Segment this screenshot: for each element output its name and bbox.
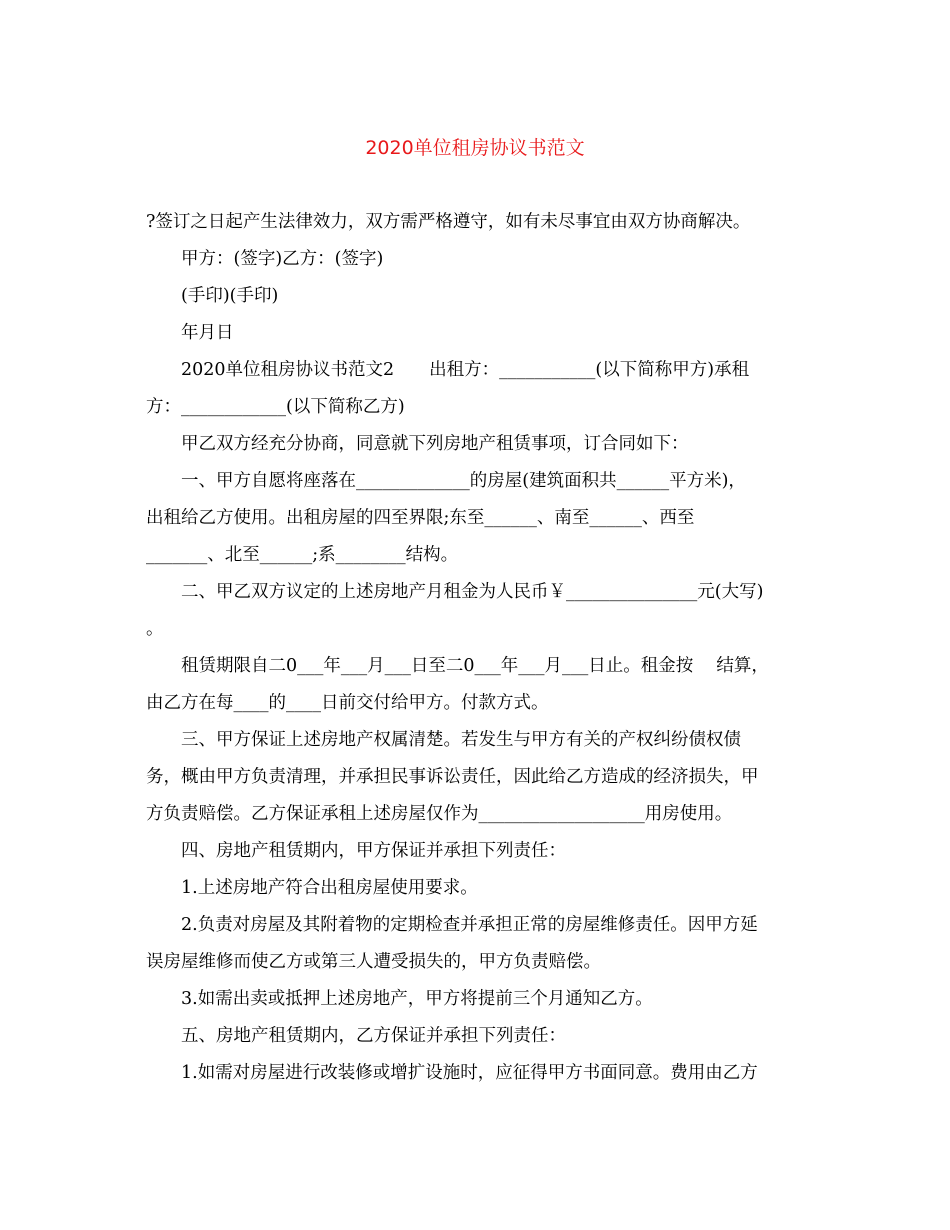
text-line: 。 — [146, 619, 164, 639]
text-line: 误房屋维修而使乙方或第三人遭受损失的，甲方负责赔偿。 — [146, 952, 601, 972]
text-line: 租赁期限自二0___年___月___日至二0___年___月___日止。租金按 结算， — [181, 656, 769, 676]
text-line: 3.如需出卖或抵押上述房地产，甲方将提前三个月通知乙方。 — [181, 989, 653, 1009]
text-line: 务，概由甲方负责清理，并承担民事诉讼责任，因此给乙方造成的经济损失，甲 — [146, 767, 759, 787]
text-line: 方负责赔偿。乙方保证承租上述房屋仅作为___________________用房使用。 — [146, 804, 733, 824]
text-line: _______、北至______;系________结构。 — [146, 545, 459, 565]
text-line: 三、甲方保证上述房地产权属清楚。若发生与甲方有关的产权纠纷债权债 — [181, 730, 741, 750]
document-body — [146, 204, 816, 1092]
text-line: 1.上述房地产符合出租房屋使用要求。 — [181, 878, 478, 898]
text-line: 2020单位租房协议书范文2 出租方：___________(以下简称甲方)承租 — [181, 360, 750, 380]
text-line: ?签订之日起产生法律效力，双方需严格遵守，如有未尽事宜由双方协商解决。 — [146, 212, 751, 232]
document-title: 2020单位租房协议书范文 — [365, 137, 585, 159]
text-line: 出租给乙方使用。出租房屋的四至界限;东至______、南至______、西至 — [146, 508, 695, 528]
text-line: 方：____________(以下简称乙方) — [146, 397, 405, 417]
text-line: 2.负责对房屋及其附着物的定期检查并承担正常的房屋维修责任。因甲方延 — [181, 915, 758, 935]
text-line: 五、房地产租赁期内，乙方保证并承担下列责任： — [181, 1026, 566, 1046]
text-line: 四、房地产租赁期内，甲方保证并承担下列责任： — [181, 841, 566, 861]
text-line: (手印)(手印) — [181, 286, 279, 306]
text-line: 甲乙双方经充分协商，同意就下列房地产租赁事项，订合同如下： — [181, 434, 689, 454]
text-line: 二、甲乙双方议定的上述房地产月租金为人民币￥_______________元(大写) — [181, 582, 764, 602]
text-line: 由乙方在每____的____日前交付给甲方。付款方式。 — [146, 693, 549, 713]
text-line: 年月日 — [181, 323, 234, 343]
text-line: 一、甲方自愿将座落在_____________的房屋(建筑面积共______平方米)， — [181, 471, 746, 491]
text-line: 1.如需对房屋进行改装修或增扩设施时，应征得甲方书面同意。费用由乙方 — [181, 1063, 758, 1083]
text-line: 甲方：(签字)乙方：(签字) — [181, 249, 384, 269]
